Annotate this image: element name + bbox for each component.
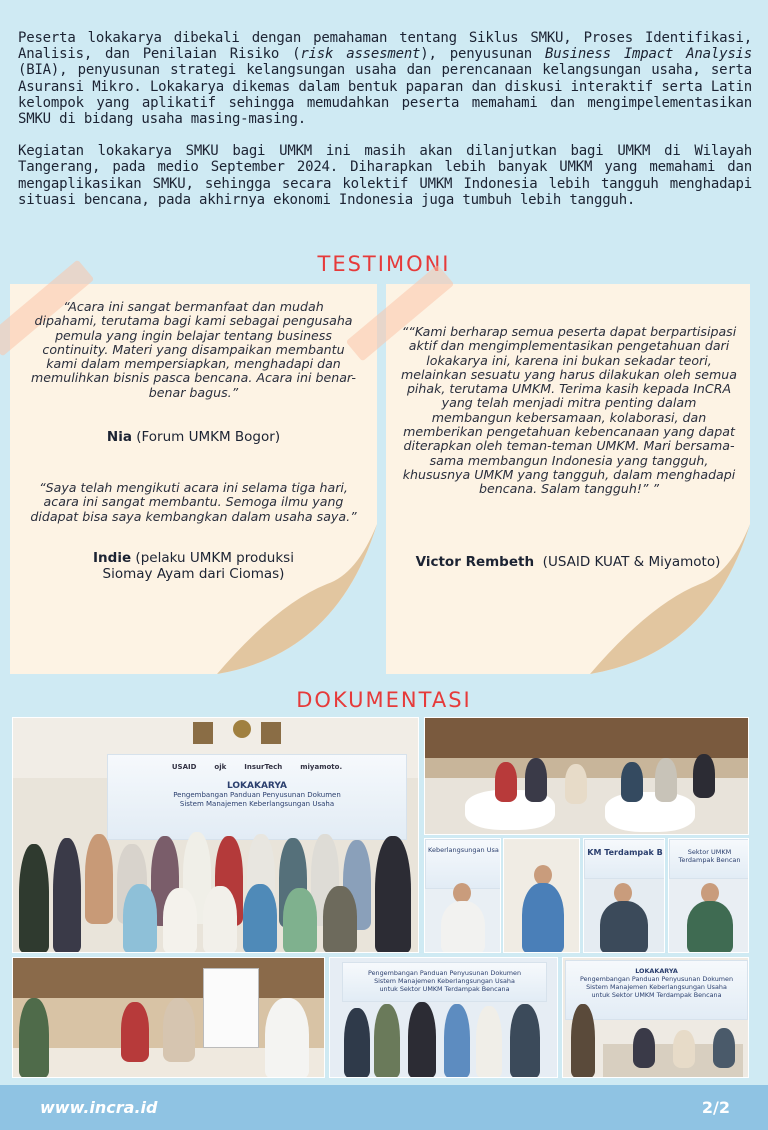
intro-text bbox=[18, 30, 752, 224]
flipchart bbox=[203, 968, 259, 1048]
footer bbox=[0, 1085, 768, 1130]
wall-portrait bbox=[193, 722, 213, 744]
workshop-banner: USAID ojk InsurTech miyamoto. LOKAKARYA Pengembangan Panduan Penyusunan Dokumen Sistem Manajemen Keberlangsungan Usaha bbox=[107, 754, 407, 840]
page-number: 2/2 bbox=[701, 1098, 730, 1117]
photo-discussion-room bbox=[424, 717, 749, 835]
testimonial-author-3: Victor Rembeth (USAID KUAT & Miyamoto) bbox=[415, 554, 721, 570]
photo-speaker-1: Keberlangsungan Usa bbox=[424, 838, 501, 953]
intro-paragraph-1: Peserta lokakarya dibekali dengan pemahaman tentang Siklus SMKU, Proses Identifikasi, Analisis, dan Penilaian Risiko (risk assesment), penyusunan Business Impact Analysis (BIA), penyusunan strategi kelangsungan usaha dan perencanaan kelangsungan usaha, serta Asuransi Mikro. Lokakarya dikemas dalam bentuk paparan dan diskusi interaktif serta Latin kelompok yang aplikatif sehingga memudahkan peserta memahami dan mengimpelementasikan SMKU di bidang usaha masing-masing. bbox=[18, 30, 753, 128]
photo-flipchart-session bbox=[12, 957, 325, 1078]
page-curl-decoration bbox=[590, 524, 750, 674]
testimonial-quote-1: “Acara ini sangat bermanfaat dan mudah dipahami, terutama bagi kami sebagai pengusaha pemula yang ingin belajar tentang business continuity. Materi yang disampaikan membantu kami dalam mempersiapkan, menghadapi dan memulihkan bisnis pasca bencana. Acara ini benar-benar bagus.” bbox=[31, 299, 356, 400]
photo-speaker-4: Sektor UMKM Terdampak Bencan bbox=[668, 838, 749, 953]
photo-banner-group: Pengembangan Panduan Penyusunan Dokumen Sistem Manajemen Keberlangsungan Usaha untuk Sektor UMKM Terdampak Bencana bbox=[329, 957, 558, 1078]
photo-group bbox=[12, 717, 419, 953]
dokumentasi-title: DOKUMENTASI bbox=[296, 688, 472, 712]
group-people bbox=[13, 814, 419, 953]
garuda-emblem bbox=[233, 720, 251, 738]
page-curl-decoration bbox=[217, 524, 377, 674]
testimoni-title: TESTIMONI bbox=[317, 252, 451, 276]
round-table bbox=[605, 792, 695, 832]
testimonial-quote-3: ““Kami berharap semua peserta dapat berpartisipasi aktif dan mengimplementasikan pengetahuan dari lokakarya ini, karena ini bukan sekadar teori, melainkan sesuatu yang harus dilakukan oleh semua pihak, terutama UMKM. Terima kasih kepada InCRA yang telah menjadi mitra penting dalam membangun kebersamaan, kolaborasi, dan memberikan pengetahuan kebencanaan yang dapat diterapkan oleh teman-teman UMKM. Mari bersama-sama membangun Indonesia yang tangguh, khususnya UMKM yang tangguh, dalam menghadapi bencana. Salam tangguh!” ” bbox=[401, 324, 737, 497]
testimonial-author-2: Indie (pelaku UMKM produksi Siomay Ayam dari Ciomas) bbox=[93, 550, 294, 582]
testimonial-author-1: Nia (Forum UMKM Bogor) bbox=[106, 429, 281, 445]
photo-room-banner: LOKAKARYA Pengembangan Panduan Penyusunan Dokumen Sistem Manajemen Keberlangsungan Usaha untuk Sektor UMKM Terdampak Bencana bbox=[562, 957, 749, 1078]
testimonial-quote-2: “Saya telah mengikuti acara ini selama tiga hari, acara ini sangat membantu. Semoga ilmu yang didapat bisa saya kembangkan dalam usaha saya.” bbox=[30, 480, 357, 524]
wall-portrait bbox=[261, 722, 281, 744]
photo-speaker-3: KM Terdampak B bbox=[583, 838, 665, 953]
intro-paragraph-2: Kegiatan lokakarya SMKU bagi UMKM ini masih akan dilanjutkan bagi UMKM di Wilayah Tangerang, pada medio September 2024. Diharapkan lebih banyak UMKM yang memahami dan mengaplikasikan SMKU, sehingga secara kolektif UMKM Indonesia lebih tangguh menghadapi situasi bencana, pada akhirnya ekonomi Indonesia juga tumbuh lebih tangguh. bbox=[18, 143, 752, 208]
photo-speaker-2 bbox=[503, 838, 580, 953]
banner-logos: USAID ojk InsurTech miyamoto. bbox=[171, 763, 343, 771]
footer-url-link[interactable]: www.incra.id bbox=[40, 1098, 158, 1117]
